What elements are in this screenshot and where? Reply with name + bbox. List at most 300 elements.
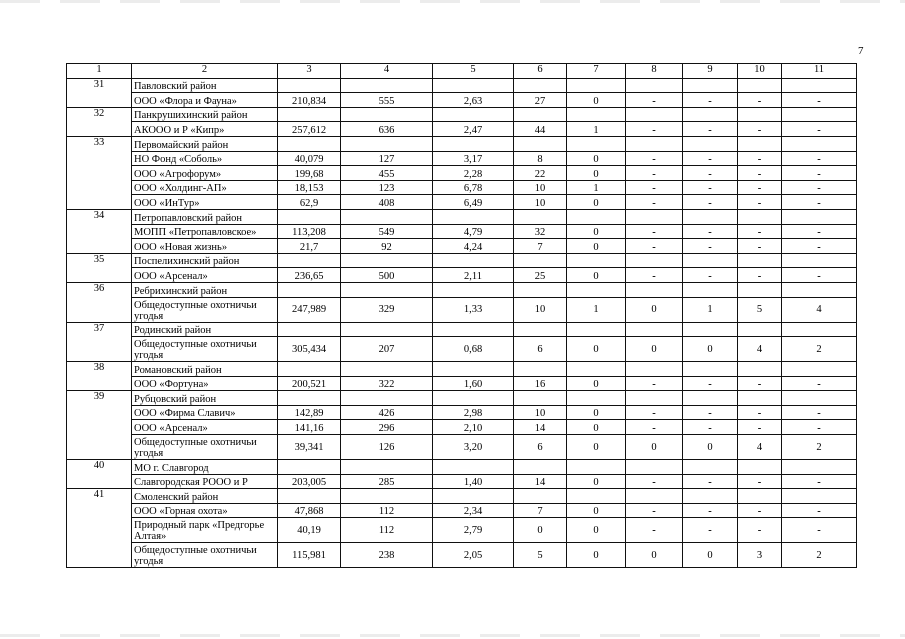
value-cell: 18,153 <box>278 180 341 195</box>
row-number: 40 <box>67 460 132 489</box>
scan-artifact-top <box>0 0 905 3</box>
empty-cell <box>626 362 683 377</box>
empty-cell <box>278 253 341 268</box>
value-cell: 0 <box>567 195 626 210</box>
empty-cell <box>626 460 683 475</box>
entity-row <box>67 518 857 543</box>
empty-cell <box>782 460 857 475</box>
value-cell: 0 <box>567 239 626 254</box>
row-number: 36 <box>67 282 132 322</box>
empty-cell <box>683 322 738 337</box>
value-cell: 203,005 <box>278 474 341 489</box>
empty-cell <box>782 136 857 151</box>
district-row <box>67 253 857 268</box>
value-cell: 0 <box>567 420 626 435</box>
value-cell: 0 <box>514 518 567 543</box>
value-cell: - <box>782 224 857 239</box>
district-row <box>67 107 857 122</box>
value-cell: 207 <box>341 337 433 362</box>
value-cell: 0 <box>683 435 738 460</box>
value-cell: - <box>683 376 738 391</box>
row-number: 41 <box>67 489 132 568</box>
value-cell: 2,34 <box>433 503 514 518</box>
value-cell: - <box>626 224 683 239</box>
column-number: 8 <box>626 64 683 79</box>
value-cell: 500 <box>341 268 433 283</box>
entity-name: Общедоступные охотничьи угодья <box>132 543 278 568</box>
empty-cell <box>683 362 738 377</box>
value-cell: 2 <box>782 337 857 362</box>
district-row <box>67 209 857 224</box>
value-cell: 0 <box>567 93 626 108</box>
value-cell: 210,834 <box>278 93 341 108</box>
value-cell: - <box>782 405 857 420</box>
empty-cell <box>341 322 433 337</box>
value-cell: 0 <box>626 297 683 322</box>
value-cell: 10 <box>514 297 567 322</box>
value-cell: 47,868 <box>278 503 341 518</box>
empty-cell <box>738 322 782 337</box>
empty-cell <box>341 209 433 224</box>
value-cell: 0 <box>567 474 626 489</box>
value-cell: 10 <box>514 405 567 420</box>
column-number: 4 <box>341 64 433 79</box>
value-cell: 127 <box>341 151 433 166</box>
empty-cell <box>433 282 514 297</box>
value-cell: - <box>683 166 738 181</box>
value-cell: 14 <box>514 474 567 489</box>
value-cell: - <box>782 166 857 181</box>
value-cell: 2,10 <box>433 420 514 435</box>
empty-cell <box>433 209 514 224</box>
column-number: 11 <box>782 64 857 79</box>
value-cell: 115,981 <box>278 543 341 568</box>
value-cell: - <box>738 224 782 239</box>
scan-artifact-bottom <box>0 634 905 637</box>
entity-name: Общедоступные охотничьи угодья <box>132 435 278 460</box>
entity-name: ООО «Арсенал» <box>132 420 278 435</box>
row-number: 37 <box>67 322 132 362</box>
value-cell: 0 <box>567 151 626 166</box>
empty-cell <box>782 209 857 224</box>
entity-name: ООО «Арсенал» <box>132 268 278 283</box>
value-cell: 636 <box>341 122 433 137</box>
empty-cell <box>341 460 433 475</box>
value-cell: 1 <box>567 180 626 195</box>
district-name: МО г. Славгород <box>132 460 278 475</box>
entity-name: Славгородская РООО и Р <box>132 474 278 489</box>
value-cell: - <box>683 151 738 166</box>
value-cell: 16 <box>514 376 567 391</box>
value-cell: 0 <box>567 405 626 420</box>
value-cell: 1 <box>567 297 626 322</box>
value-cell: 27 <box>514 93 567 108</box>
value-cell: - <box>683 268 738 283</box>
empty-cell <box>683 107 738 122</box>
value-cell: 6 <box>514 435 567 460</box>
district-row <box>67 362 857 377</box>
empty-cell <box>683 391 738 406</box>
empty-cell <box>341 253 433 268</box>
value-cell: 0 <box>567 268 626 283</box>
empty-cell <box>567 209 626 224</box>
value-cell: - <box>626 268 683 283</box>
value-cell: 0 <box>567 518 626 543</box>
empty-cell <box>567 136 626 151</box>
empty-cell <box>514 322 567 337</box>
value-cell: 257,612 <box>278 122 341 137</box>
value-cell: 2,79 <box>433 518 514 543</box>
value-cell: 0 <box>567 503 626 518</box>
value-cell: 555 <box>341 93 433 108</box>
empty-cell <box>782 107 857 122</box>
value-cell: 4,79 <box>433 224 514 239</box>
empty-cell <box>433 322 514 337</box>
column-number: 10 <box>738 64 782 79</box>
entity-row <box>67 435 857 460</box>
value-cell: 3 <box>738 543 782 568</box>
value-cell: - <box>626 151 683 166</box>
value-cell: - <box>782 420 857 435</box>
empty-cell <box>683 460 738 475</box>
entity-name: ООО «Горная охота» <box>132 503 278 518</box>
value-cell: 10 <box>514 180 567 195</box>
entity-name: ООО «Новая жизнь» <box>132 239 278 254</box>
value-cell: - <box>738 122 782 137</box>
empty-cell <box>738 460 782 475</box>
empty-cell <box>782 282 857 297</box>
value-cell: 2,98 <box>433 405 514 420</box>
value-cell: 44 <box>514 122 567 137</box>
value-cell: - <box>626 180 683 195</box>
value-cell: - <box>626 518 683 543</box>
value-cell: 92 <box>341 239 433 254</box>
empty-cell <box>514 282 567 297</box>
empty-cell <box>433 489 514 504</box>
value-cell: - <box>738 151 782 166</box>
empty-cell <box>278 391 341 406</box>
empty-cell <box>683 253 738 268</box>
empty-cell <box>567 391 626 406</box>
value-cell: 7 <box>514 239 567 254</box>
value-cell: 2,47 <box>433 122 514 137</box>
empty-cell <box>514 489 567 504</box>
value-cell: - <box>782 195 857 210</box>
value-cell: 6,78 <box>433 180 514 195</box>
value-cell: 2 <box>782 435 857 460</box>
row-number: 35 <box>67 253 132 282</box>
empty-cell <box>683 282 738 297</box>
district-name: Романовский район <box>132 362 278 377</box>
empty-cell <box>683 78 738 93</box>
entity-name: АКООО и Р «Кипр» <box>132 122 278 137</box>
empty-cell <box>278 322 341 337</box>
empty-cell <box>278 362 341 377</box>
empty-cell <box>514 78 567 93</box>
entity-row <box>67 503 857 518</box>
row-number: 38 <box>67 362 132 391</box>
entity-row <box>67 337 857 362</box>
entity-row <box>67 151 857 166</box>
value-cell: 238 <box>341 543 433 568</box>
value-cell: 329 <box>341 297 433 322</box>
value-cell: - <box>683 503 738 518</box>
value-cell: 112 <box>341 518 433 543</box>
value-cell: 199,68 <box>278 166 341 181</box>
empty-cell <box>278 107 341 122</box>
empty-cell <box>514 362 567 377</box>
column-number: 1 <box>67 64 132 79</box>
value-cell: - <box>738 268 782 283</box>
value-cell: 1,40 <box>433 474 514 489</box>
value-cell: 0 <box>626 337 683 362</box>
column-number-row <box>67 64 857 79</box>
entity-row <box>67 543 857 568</box>
column-number: 9 <box>683 64 738 79</box>
value-cell: 123 <box>341 180 433 195</box>
district-name: Поспелихинский район <box>132 253 278 268</box>
empty-cell <box>341 391 433 406</box>
value-cell: - <box>683 180 738 195</box>
empty-cell <box>567 489 626 504</box>
value-cell: 0 <box>626 435 683 460</box>
value-cell: - <box>738 474 782 489</box>
district-row <box>67 322 857 337</box>
row-number: 33 <box>67 136 132 209</box>
value-cell: 5 <box>514 543 567 568</box>
value-cell: 5 <box>738 297 782 322</box>
value-cell: 4 <box>782 297 857 322</box>
empty-cell <box>626 107 683 122</box>
empty-cell <box>341 282 433 297</box>
district-row <box>67 391 857 406</box>
entity-row <box>67 474 857 489</box>
value-cell: - <box>738 195 782 210</box>
district-row <box>67 282 857 297</box>
row-number: 31 <box>67 78 132 107</box>
empty-cell <box>567 107 626 122</box>
value-cell: - <box>782 474 857 489</box>
empty-cell <box>782 489 857 504</box>
entity-name: Общедоступные охотничьи угодья <box>132 337 278 362</box>
empty-cell <box>626 282 683 297</box>
value-cell: 112 <box>341 503 433 518</box>
empty-cell <box>433 391 514 406</box>
empty-cell <box>514 460 567 475</box>
value-cell: - <box>626 405 683 420</box>
district-name: Родинский район <box>132 322 278 337</box>
value-cell: - <box>626 195 683 210</box>
empty-cell <box>433 107 514 122</box>
value-cell: - <box>738 518 782 543</box>
value-cell: 113,208 <box>278 224 341 239</box>
value-cell: - <box>683 405 738 420</box>
entity-row <box>67 297 857 322</box>
district-row <box>67 489 857 504</box>
value-cell: - <box>683 474 738 489</box>
value-cell: 6 <box>514 337 567 362</box>
hunting-grounds-table <box>66 63 857 568</box>
value-cell: 200,521 <box>278 376 341 391</box>
empty-cell <box>278 209 341 224</box>
column-number: 6 <box>514 64 567 79</box>
value-cell: 10 <box>514 195 567 210</box>
empty-cell <box>433 253 514 268</box>
value-cell: 39,341 <box>278 435 341 460</box>
empty-cell <box>278 136 341 151</box>
value-cell: 0 <box>567 543 626 568</box>
value-cell: - <box>738 420 782 435</box>
district-name: Смоленский район <box>132 489 278 504</box>
value-cell: - <box>626 166 683 181</box>
value-cell: 32 <box>514 224 567 239</box>
value-cell: - <box>782 180 857 195</box>
value-cell: 236,65 <box>278 268 341 283</box>
value-cell: 4 <box>738 337 782 362</box>
empty-cell <box>683 489 738 504</box>
value-cell: 126 <box>341 435 433 460</box>
value-cell: 1,60 <box>433 376 514 391</box>
row-number: 32 <box>67 107 132 136</box>
column-number: 5 <box>433 64 514 79</box>
value-cell: 1,33 <box>433 297 514 322</box>
entity-name: Природный парк «Предгорье Алтая» <box>132 518 278 543</box>
value-cell: - <box>782 503 857 518</box>
empty-cell <box>738 253 782 268</box>
entity-row <box>67 224 857 239</box>
value-cell: - <box>626 122 683 137</box>
empty-cell <box>278 282 341 297</box>
value-cell: - <box>683 195 738 210</box>
empty-cell <box>738 489 782 504</box>
value-cell: - <box>782 93 857 108</box>
empty-cell <box>341 362 433 377</box>
row-number: 34 <box>67 209 132 253</box>
value-cell: 426 <box>341 405 433 420</box>
value-cell: 7 <box>514 503 567 518</box>
value-cell: 14 <box>514 420 567 435</box>
empty-cell <box>738 362 782 377</box>
value-cell: - <box>782 151 857 166</box>
empty-cell <box>514 107 567 122</box>
district-row <box>67 460 857 475</box>
value-cell: - <box>626 239 683 254</box>
empty-cell <box>433 78 514 93</box>
district-name: Рубцовский район <box>132 391 278 406</box>
value-cell: - <box>782 268 857 283</box>
value-cell: - <box>683 518 738 543</box>
empty-cell <box>738 78 782 93</box>
empty-cell <box>782 391 857 406</box>
row-number: 39 <box>67 391 132 460</box>
empty-cell <box>626 322 683 337</box>
entity-row <box>67 195 857 210</box>
value-cell: - <box>626 93 683 108</box>
value-cell: - <box>738 180 782 195</box>
empty-cell <box>433 460 514 475</box>
entity-name: ООО «Фирма Славич» <box>132 405 278 420</box>
value-cell: 0 <box>683 337 738 362</box>
entity-name: ООО «Холдинг-АП» <box>132 180 278 195</box>
value-cell: 21,7 <box>278 239 341 254</box>
value-cell: - <box>782 518 857 543</box>
value-cell: 141,16 <box>278 420 341 435</box>
value-cell: 0 <box>626 543 683 568</box>
entity-row <box>67 268 857 283</box>
value-cell: 4,24 <box>433 239 514 254</box>
value-cell: 1 <box>567 122 626 137</box>
value-cell: 0 <box>567 376 626 391</box>
empty-cell <box>626 78 683 93</box>
district-name: Петропавловский район <box>132 209 278 224</box>
entity-name: Общедоступные охотничьи угодья <box>132 297 278 322</box>
value-cell: - <box>683 420 738 435</box>
empty-cell <box>341 78 433 93</box>
entity-name: ООО «ИнТур» <box>132 195 278 210</box>
value-cell: 322 <box>341 376 433 391</box>
value-cell: - <box>626 376 683 391</box>
value-cell: 40,079 <box>278 151 341 166</box>
empty-cell <box>567 460 626 475</box>
entity-row <box>67 122 857 137</box>
district-row <box>67 136 857 151</box>
entity-row <box>67 420 857 435</box>
value-cell: - <box>626 503 683 518</box>
entity-row <box>67 239 857 254</box>
empty-cell <box>683 136 738 151</box>
value-cell: - <box>738 239 782 254</box>
entity-row <box>67 405 857 420</box>
value-cell: - <box>738 376 782 391</box>
empty-cell <box>782 322 857 337</box>
value-cell: 0 <box>683 543 738 568</box>
district-row <box>67 78 857 93</box>
empty-cell <box>626 489 683 504</box>
empty-cell <box>567 282 626 297</box>
entity-row <box>67 166 857 181</box>
value-cell: 0 <box>567 337 626 362</box>
empty-cell <box>782 253 857 268</box>
empty-cell <box>782 362 857 377</box>
empty-cell <box>782 78 857 93</box>
empty-cell <box>278 78 341 93</box>
value-cell: 247,989 <box>278 297 341 322</box>
empty-cell <box>514 253 567 268</box>
value-cell: 6,49 <box>433 195 514 210</box>
empty-cell <box>514 209 567 224</box>
empty-cell <box>341 107 433 122</box>
value-cell: - <box>782 239 857 254</box>
value-cell: 0 <box>567 224 626 239</box>
value-cell: 455 <box>341 166 433 181</box>
value-cell: 2,05 <box>433 543 514 568</box>
empty-cell <box>433 362 514 377</box>
value-cell: 2,11 <box>433 268 514 283</box>
value-cell: - <box>782 122 857 137</box>
entity-row <box>67 93 857 108</box>
value-cell: 549 <box>341 224 433 239</box>
entity-row <box>67 376 857 391</box>
empty-cell <box>341 489 433 504</box>
value-cell: - <box>626 420 683 435</box>
empty-cell <box>626 136 683 151</box>
value-cell: 1 <box>683 297 738 322</box>
empty-cell <box>683 209 738 224</box>
value-cell: - <box>683 239 738 254</box>
value-cell: - <box>683 93 738 108</box>
entity-name: ООО «Флора и Фауна» <box>132 93 278 108</box>
value-cell: 3,17 <box>433 151 514 166</box>
